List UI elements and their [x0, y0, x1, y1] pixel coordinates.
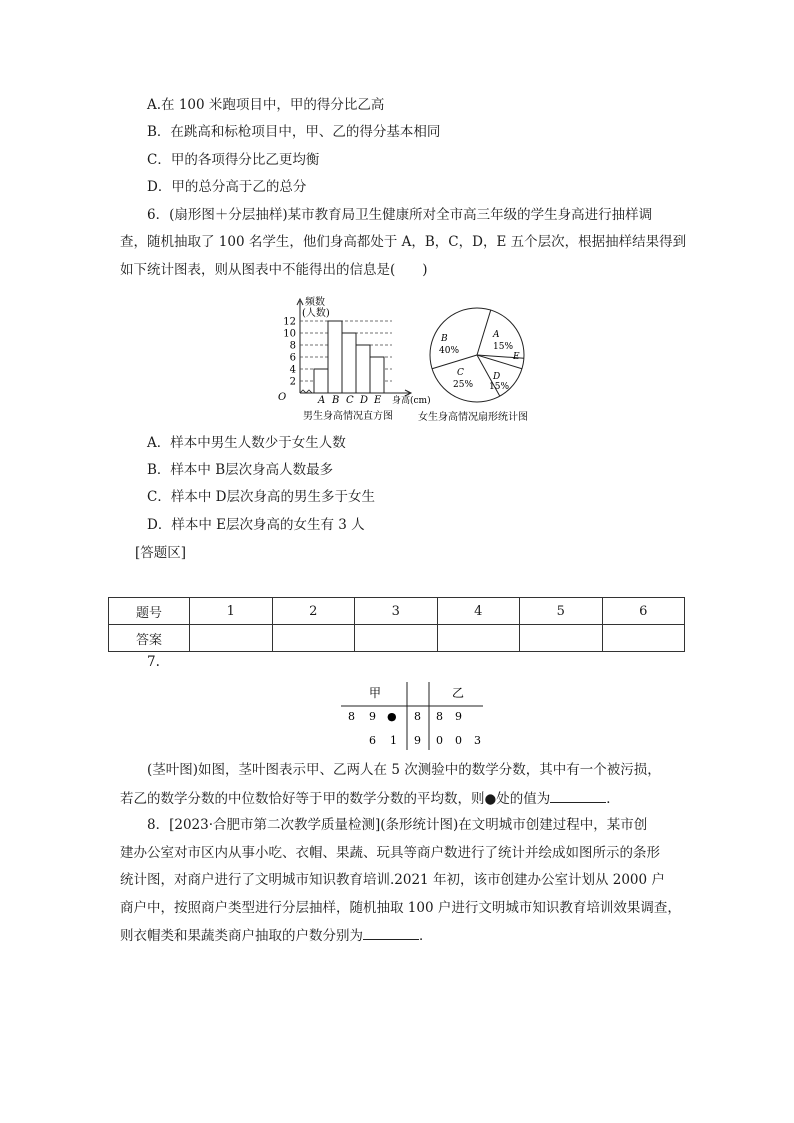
pie-slice-percent: 15% [493, 342, 514, 352]
hist-ylabel-line2: (人数) [302, 308, 330, 319]
answer-cell[interactable] [272, 625, 355, 652]
question-number-cell: 6 [602, 598, 685, 625]
stem-leaf-leaf: 8 [436, 710, 443, 723]
pie-slice-label: A [493, 330, 500, 340]
hist-title: 男生身高情况直方图 [303, 411, 393, 422]
answer-table-answer-row [109, 625, 685, 652]
hist-bar [370, 357, 384, 393]
q7-number: 7. [147, 654, 160, 670]
q8-stem-line5-end: ． [419, 928, 433, 944]
answer-table-header-row [109, 598, 685, 625]
q8-stem-line5-text: 则衣帽类和果蔬类商户抽取的户数分别为 [120, 928, 363, 944]
stem-leaf-stem: 8 [414, 710, 421, 723]
hist-ylabel [302, 295, 330, 319]
q6-option-b: B．样本中 B层次身高人数最多 [147, 462, 334, 478]
male-height-histogram [270, 293, 431, 425]
hist-bar [314, 369, 328, 393]
hist-xlabel: 身高(cm) [392, 396, 431, 406]
pie-slice-percent: 15% [489, 382, 510, 392]
hist-xtick-label: A [318, 395, 326, 406]
stem-leaf-plot [338, 682, 488, 754]
answer-table [108, 597, 685, 652]
hist-xtick-label: D [360, 395, 369, 406]
answer-cell[interactable] [602, 625, 685, 652]
stem-leaf-stem: 9 [414, 734, 421, 747]
answer-header: 答案 [109, 625, 190, 652]
hist-ylabel-line1: 频数 [305, 297, 325, 308]
pie-slice-label: D [493, 372, 501, 382]
answer-cell[interactable] [190, 625, 273, 652]
q7-stem-line2-end: ． [606, 791, 620, 807]
question-number-cell: 5 [520, 598, 603, 625]
stem-leaf-smudged-leaf: ● [387, 710, 397, 723]
q8-stem-line2: 建办公室对市区内从事小吃、衣帽、果蔬、玩具等商户数进行了统计并绘成如图所示的条形 [120, 845, 660, 861]
q7-stem-line2-text: 若乙的数学分数的中位数恰好等于甲的数学分数的平均数，则●处的值为 [120, 791, 551, 807]
question-number-cell: 4 [437, 598, 520, 625]
q5-option-c: C．甲的各项得分比乙更均衡 [147, 152, 320, 168]
answer-cell[interactable] [437, 625, 520, 652]
stem-leaf-leaf: 1 [390, 734, 397, 747]
q7-stem-line2 [120, 788, 620, 809]
pie-slice-label: E [513, 352, 520, 362]
hist-origin-label: O [278, 392, 287, 403]
q5-option-a: A.在 100 米跑项目中，甲的得分比乙高 [147, 97, 385, 113]
pie-slice-label: B [441, 334, 448, 344]
q7-stem-line1: (茎叶图)如图，茎叶图表示甲、乙两人在 5 次测验中的数学分数，其中有一个被污损， [147, 762, 661, 778]
pie-slice-percent: 40% [439, 346, 460, 356]
stem-leaf-leaf: 0 [455, 734, 462, 747]
q8-stem-line4: 商户中，按照商户类型进行分层抽样，随机抽取 100 户进行文明城市知识教育培训效果调查， [120, 900, 681, 916]
pie-slice-label: C [457, 368, 464, 378]
stem-leaf-leaf: 6 [369, 734, 376, 747]
hist-bar [328, 321, 342, 393]
question-number-cell: 2 [272, 598, 355, 625]
pie-slice-percent: 25% [453, 380, 474, 390]
hist-ytick-label: 8 [289, 340, 296, 352]
answer-cell[interactable] [355, 625, 438, 652]
q6-stem-line1: 6．(扇形图＋分层抽样)某市教育局卫生健康所对全市高三年级的学生身高进行抽样调 [147, 207, 653, 223]
question-number-cell: 3 [355, 598, 438, 625]
q8-answer-blank[interactable] [363, 925, 419, 940]
stem-leaf-leaf: 9 [455, 710, 462, 723]
q6-option-a: A．样本中男生人数少于女生人数 [147, 435, 346, 451]
question-number-cell: 1 [190, 598, 273, 625]
stem-leaf-leaf: 8 [348, 710, 355, 723]
q6-stem-line2: 查，随机抽取了 100 名学生，他们身高都处于 A，B，C，D，E 五个层次，根据抽样结果得到 [120, 234, 687, 250]
q5-option-b: B．在跳高和标枪项目中，甲、乙的得分基本相同 [147, 124, 441, 140]
hist-xtick-label: B [332, 395, 340, 406]
q6-option-c: C．样本中 D层次身高的男生多于女生 [147, 489, 375, 505]
hist-ytick-label: 2 [289, 376, 296, 388]
stem-leaf-leaf: 3 [474, 734, 481, 747]
hist-xtick-label: E [374, 395, 382, 406]
pie-title: 女生身高情况扇形统计图 [418, 412, 528, 423]
stem-leaf-left-title: 甲 [369, 686, 382, 700]
question-number-header: 题号 [109, 598, 190, 625]
q6-stem-line3: 如下统计图表，则从图表中不能得出的信息是( ) [120, 262, 428, 278]
hist-ytick-label: 6 [289, 352, 296, 364]
stem-leaf-right-title: 乙 [452, 686, 465, 700]
q8-stem-line1: 8．[2023·合肥市第二次教学质量检测](条形统计图)在文明城市创建过程中，某市创 [147, 817, 648, 833]
female-height-pie-chart [415, 303, 545, 425]
hist-xtick-label: C [346, 395, 354, 406]
q5-option-d: D．甲的总分高于乙的总分 [147, 179, 307, 195]
q8-stem-line3: 统计图，对商户进行了文明城市知识教育培训.2021 年初，该市创建办公室计划从 2000 户 [120, 872, 665, 888]
stem-leaf-leaf: 0 [436, 734, 443, 747]
q6-option-d: D．样本中 E层次身高的女生有 3 人 [147, 517, 365, 533]
answer-area-label: [答题区] [135, 545, 187, 561]
hist-bar [342, 333, 356, 393]
answer-cell[interactable] [520, 625, 603, 652]
q7-answer-blank[interactable] [550, 788, 606, 803]
hist-ytick-label: 10 [283, 328, 296, 340]
hist-ytick-label: 4 [289, 364, 296, 376]
hist-ytick-label: 12 [283, 316, 296, 328]
stem-leaf-leaf: 9 [369, 710, 376, 723]
hist-bar [356, 345, 370, 393]
q8-stem-line5 [120, 925, 433, 946]
